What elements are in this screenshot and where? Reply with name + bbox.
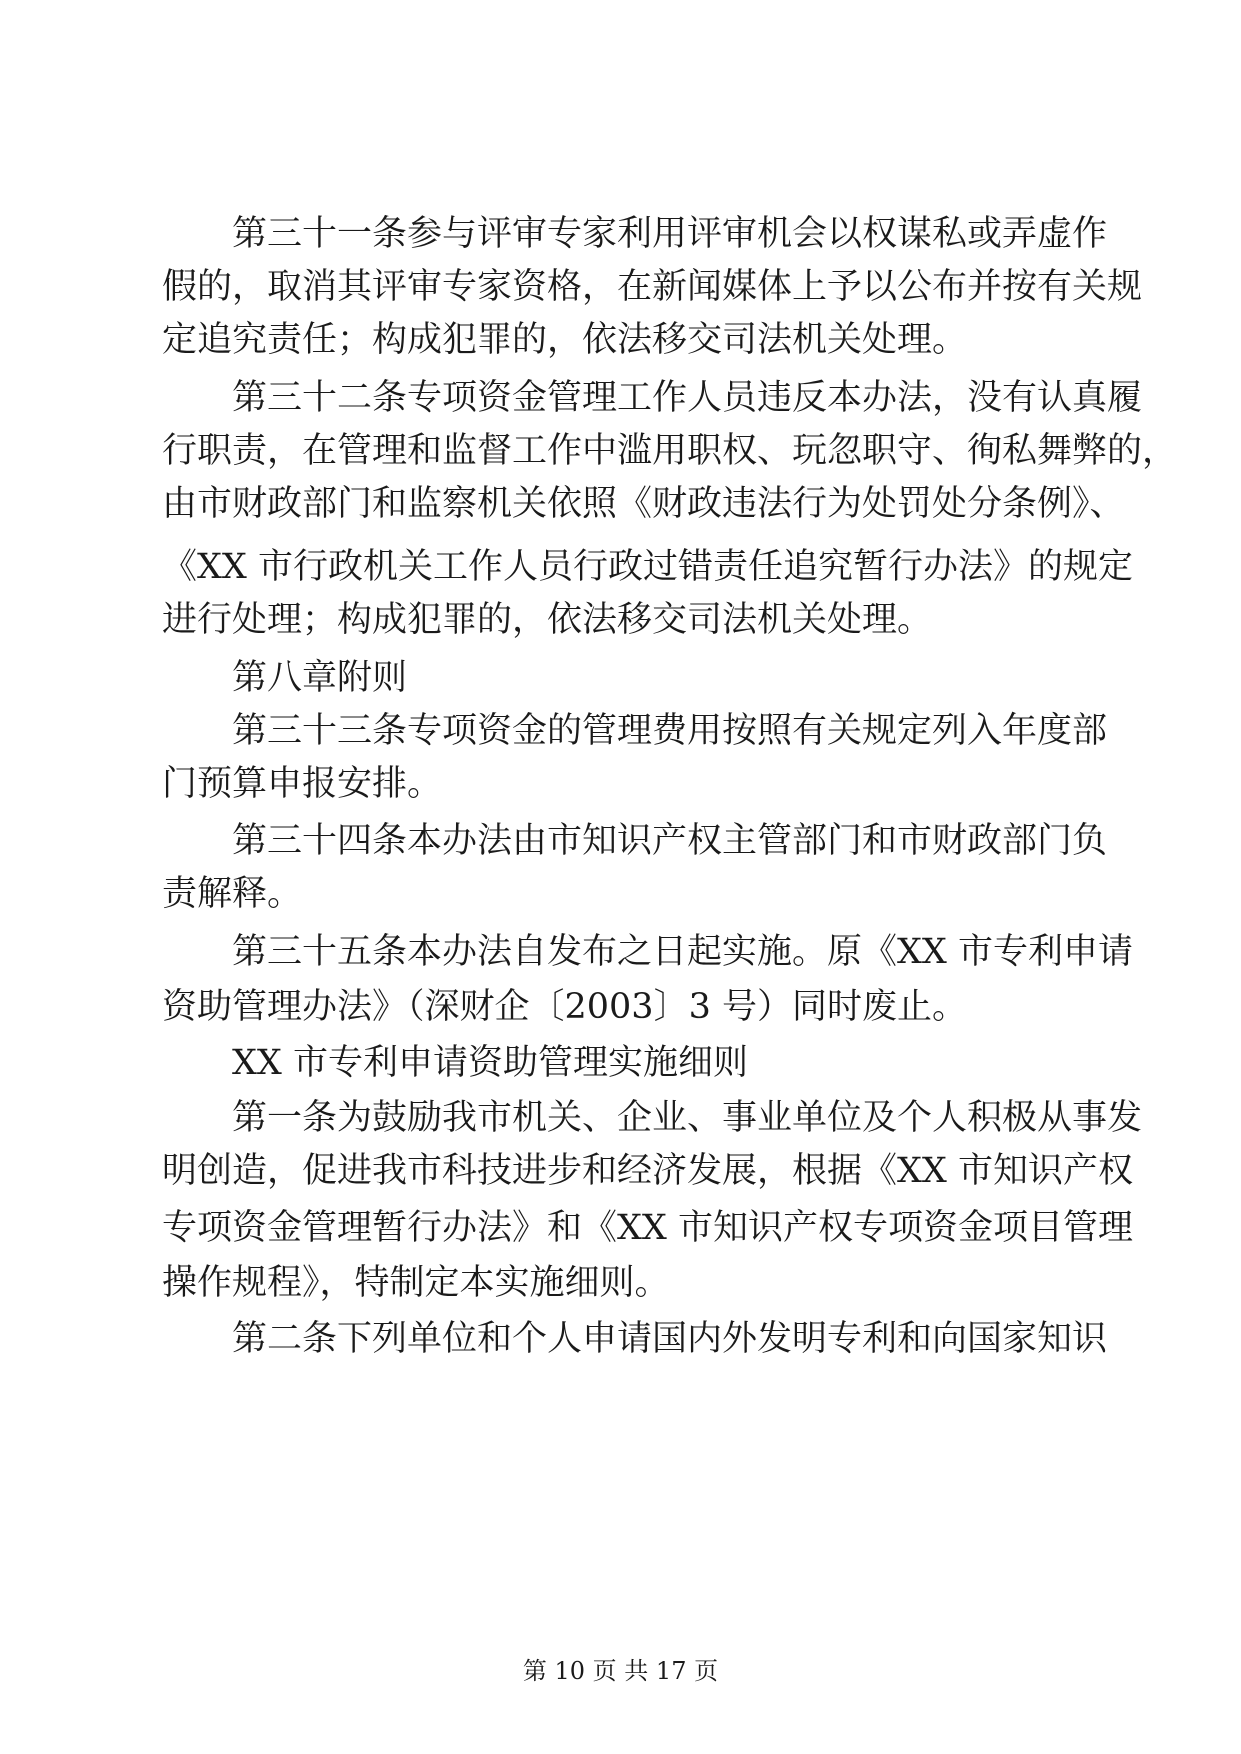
article-35-line-1: 第三十五条本办法自发布之日起实施。原《XX 市专利申请 xyxy=(232,932,1133,972)
article-31-line-3: 定追究责任；构成犯罪的，依法移交司法机关处理。 xyxy=(162,320,968,360)
article-32-line-3: 由市财政部门和监察机关依照《财政违法行为处罚处分条例》、 xyxy=(162,484,1125,524)
article-32-line-1: 第三十二条专项资金管理工作人员违反本办法，没有认真履 xyxy=(232,378,1143,418)
page-number-footer: 第 10 页 共 17 页 xyxy=(522,1657,719,1685)
article-31-line-2: 假的，取消其评审专家资格，在新闻媒体上予以公布并按有关规 xyxy=(162,267,1143,307)
rule-2-line-1: 第二条下列单位和个人申请国内外发明专利和向国家知识 xyxy=(232,1319,1108,1359)
rule-1-line-3: 专项资金管理暂行办法》和《XX 市知识产权专项资金项目管理 xyxy=(162,1208,1133,1248)
article-33-line-2: 门预算申报安排。 xyxy=(162,764,443,804)
article-33-line-1: 第三十三条专项资金的管理费用按照有关规定列入年度部 xyxy=(232,711,1108,751)
article-34-line-2: 责解释。 xyxy=(162,874,303,914)
article-31-line-1: 第三十一条参与评审专家利用评审机会以权谋私或弄虚作 xyxy=(232,214,1108,254)
article-34-line-1: 第三十四条本办法由市知识产权主管部门和市财政部门负 xyxy=(232,821,1108,861)
article-32-line-4: 《XX 市行政机关工作人员行政过错责任追究暂行办法》的规定 xyxy=(162,547,1133,587)
chapter-8-heading: 第八章附则 xyxy=(232,658,408,698)
article-32-line-2: 行职责，在管理和监督工作中滥用职权、玩忽职守、徇私舞弊的， xyxy=(162,431,1178,471)
rule-1-line-1: 第一条为鼓励我市机关、企业、事业单位及个人积极从事发 xyxy=(232,1098,1143,1138)
article-35-line-2: 资助管理办法》（深财企〔2003〕3 号）同时废止。 xyxy=(162,987,967,1027)
rule-1-line-4: 操作规程》，特制定本实施细则。 xyxy=(162,1263,670,1303)
article-32-line-5: 进行处理；构成犯罪的，依法移交司法机关处理。 xyxy=(162,600,933,640)
rules-title: XX 市专利申请资助管理实施细则 xyxy=(232,1043,748,1083)
rule-1-line-2: 明创造，促进我市科技进步和经济发展，根据《XX 市知识产权 xyxy=(162,1151,1133,1191)
